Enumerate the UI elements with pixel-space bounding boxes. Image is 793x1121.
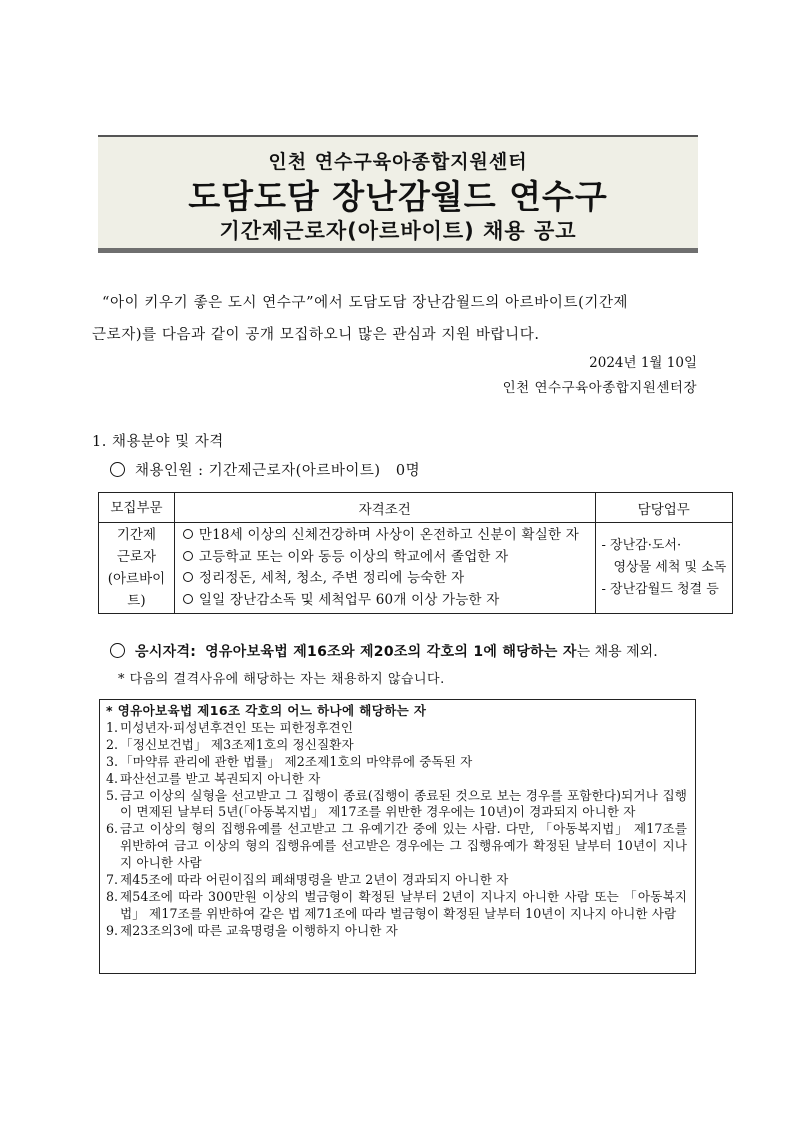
circle-bullet-icon — [110, 643, 125, 658]
circle-bullet-icon — [110, 462, 125, 477]
recruitment-table — [98, 492, 733, 614]
intro-line-1: “아이 키우기 좋은 도시 연수구”에서 도담도담 장난감월드의 아르바이트(기간제 — [102, 295, 629, 311]
dept-line: (아르바이트) — [107, 571, 166, 609]
item-text: 금고 이상의 실형을 선고받고 그 집행이 종료(집행이 종료된 것으로 보는 경우를 포함한다)되거나 집행이 면제된 날부터 5년(「아동복지법」 제17조를 위반한 경우에는 10년)이 경과되지 아니한 자 — [120, 787, 687, 820]
notice-date: 2024년 1월 10일 — [589, 355, 697, 371]
eligibility-line — [110, 641, 658, 661]
dept-cell — [99, 523, 175, 614]
notice-title: 기간제근로자(아르바이트) 채용 공고 — [219, 219, 577, 243]
signer: 인천 연수구육아종합지원센터장 — [502, 380, 697, 396]
dept-line: 근로자 — [116, 549, 157, 565]
headcount-text: 채용인원 : 기간제근로자(아르바이트) 0명 — [135, 463, 421, 479]
list-item — [106, 788, 687, 822]
qualification-text: 만18세 이상의 신체건강하며 사상이 온전하고 신분이 확실한 자 — [198, 527, 579, 543]
item-text: 제23조의3에 따른 교육명령을 이행하지 아니한 자 — [120, 922, 398, 938]
item-number: 7. — [106, 872, 119, 888]
header-duties: 담당업무 — [595, 493, 733, 523]
item-text: 금고 이상의 형의 집행유예를 선고받고 그 유예기간 중에 있는 사람. 다만, 「아동복지법」 제17조를 위반하여 금고 이상의 형의 집행유예를 선고받은 경우에는 그 집행유예가 확정된 날부터 10년이 지나지 아니한 사람 — [120, 821, 687, 871]
item-text: 제45조에 따라 어린이집의 폐쇄명령을 받고 2년이 경과되지 아니한 자 — [120, 872, 509, 888]
section-1-heading: 1. 채용분야 및 자격 — [92, 434, 224, 450]
item-text: 파산선고를 받고 복권되지 아니한 자 — [120, 770, 321, 786]
item-text: 「정신보건법」 제3조제1호의 정신질환자 — [120, 736, 354, 752]
item-number: 1. — [106, 719, 119, 735]
list-item — [106, 889, 687, 923]
circle-bullet-icon — [183, 594, 193, 604]
item-text: 제54조에 따라 300만원 이상의 벌금형이 확정된 날부터 2년이 지나지 아니한 사람 또는 「아동복지법」 제17조를 위반하여 같은 법 제71조에 따라 벌금형이 확정된 날부터 10년이 지나지 아니한 사람 — [120, 888, 687, 921]
eligibility-label: 응시자격: — [135, 644, 197, 660]
list-item — [106, 737, 687, 754]
list-item — [106, 754, 687, 771]
item-number: 3. — [106, 753, 119, 769]
header-dept: 모집부문 — [99, 493, 175, 523]
eligibility-rest: 는 채용 제외. — [576, 644, 658, 660]
disqualification-box — [99, 699, 696, 974]
intro-line-2: 근로자)를 다음과 같이 공개 모집하오니 많은 관심과 지원 바랍니다. — [92, 327, 540, 343]
qualification-text: 고등학교 또는 이와 동등 이상의 학교에서 졸업한 자 — [198, 548, 509, 565]
item-number: 5. — [106, 787, 119, 803]
item-number: 2. — [106, 736, 119, 752]
title-box — [98, 135, 698, 253]
qualifications-cell — [174, 523, 595, 614]
duty-line: - 장난감·도서· — [601, 538, 682, 553]
box-title: * 영유아보육법 제16조 각호의 어느 하나에 해당하는 자 — [106, 703, 427, 718]
dept-line: 기간제 — [116, 527, 157, 543]
duties-cell — [595, 523, 733, 614]
qualification-text: 일일 장난감소독 및 세척업무 60개 이상 가능한 자 — [198, 591, 500, 608]
list-item — [106, 872, 687, 889]
qualification-item — [183, 568, 595, 590]
list-item — [106, 771, 687, 788]
circle-bullet-icon — [183, 529, 193, 539]
duty-line: 영상물 세척 및 소독 — [613, 560, 727, 575]
qualification-item — [183, 525, 595, 547]
duty-line: - 장난감월드 청결 등 — [601, 582, 719, 597]
circle-bullet-icon — [183, 551, 193, 561]
item-text: 「마약류 관리에 관한 법률」 제2조제1호의 마약류에 중독된 자 — [120, 753, 473, 769]
item-number: 4. — [106, 770, 119, 786]
headcount-line — [110, 459, 420, 480]
list-item — [106, 821, 687, 872]
header-qualifications: 자격조건 — [174, 493, 595, 523]
disqualification-note: * 다음의 결격사유에 해당하는 자는 채용하지 않습니다. — [118, 672, 445, 687]
qualification-text: 정리정돈, 세척, 청소, 주변 정리에 능숙한 자 — [198, 570, 465, 586]
item-number: 9. — [106, 922, 119, 938]
eligibility-bold: 영유아보육법 제16조와 제20조의 각호의 1에 해당하는 자 — [205, 644, 577, 660]
item-text: 미성년자·피성년후견인 또는 피한정후견인 — [120, 719, 354, 735]
list-item — [106, 720, 687, 737]
table-row — [99, 523, 733, 614]
program-title: 도담도담 장난감월드 연수구 — [188, 177, 608, 216]
org-name: 인천 연수구육아종합지원센터 — [268, 151, 528, 173]
circle-bullet-icon — [183, 572, 193, 582]
item-number: 6. — [106, 821, 119, 837]
table-header-row — [99, 493, 733, 523]
qualification-item — [183, 547, 595, 569]
list-item — [106, 923, 687, 940]
qualification-item — [183, 590, 595, 612]
item-number: 8. — [106, 888, 119, 904]
